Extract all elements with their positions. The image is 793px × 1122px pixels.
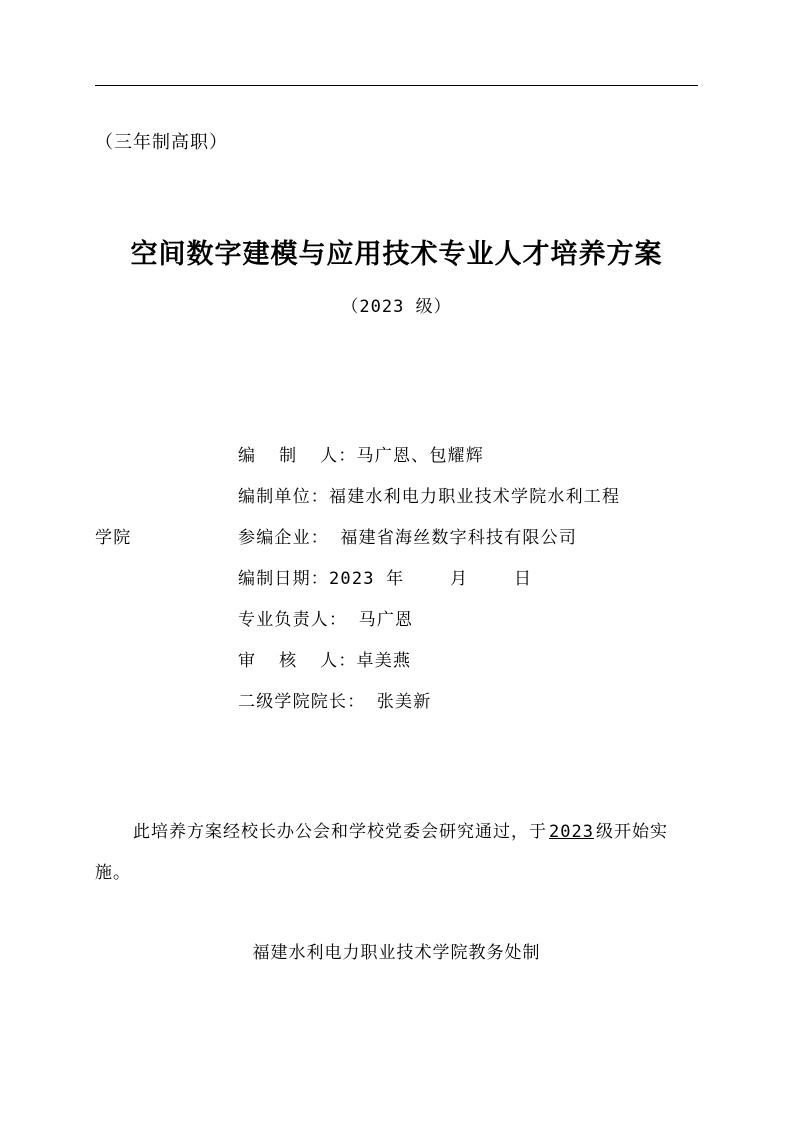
grade-label: （2023 级） bbox=[341, 297, 452, 317]
info-block bbox=[95, 436, 758, 723]
date-line: 编制日期：2023 年 月 日 bbox=[238, 569, 533, 589]
dean-line: 二级学院院长： 张美新 bbox=[238, 692, 432, 712]
program-type-label: （三年制高职） bbox=[95, 132, 228, 153]
approval-text-before: 此培养方案经校长办公会和学校党委会研究通过，于 bbox=[133, 822, 547, 842]
header-divider bbox=[95, 85, 698, 86]
unit-line: 编制单位：福建水利电力职业技术学院水利工程 bbox=[238, 487, 621, 507]
reviewer-line: 审 核 人：卓美燕 bbox=[238, 651, 412, 671]
approval-text-after: 级开始实施。 bbox=[95, 822, 668, 883]
page-title: 空间数字建模与应用技术专业人才培养方案 bbox=[130, 239, 663, 270]
program-leader-line: 专业负责人： 马广恩 bbox=[238, 610, 414, 630]
footer-issuer: 福建水利电力职业技术学院教务处制 bbox=[252, 943, 541, 963]
unit-line-continuation: 学院 bbox=[95, 528, 132, 548]
approval-paragraph bbox=[95, 812, 703, 894]
partner-company-line: 参编企业： 福建省海丝数字科技有限公司 bbox=[238, 528, 578, 548]
author-line: 编 制 人：马广恩、包耀辉 bbox=[238, 446, 484, 466]
approval-year: 2023 bbox=[549, 822, 594, 842]
